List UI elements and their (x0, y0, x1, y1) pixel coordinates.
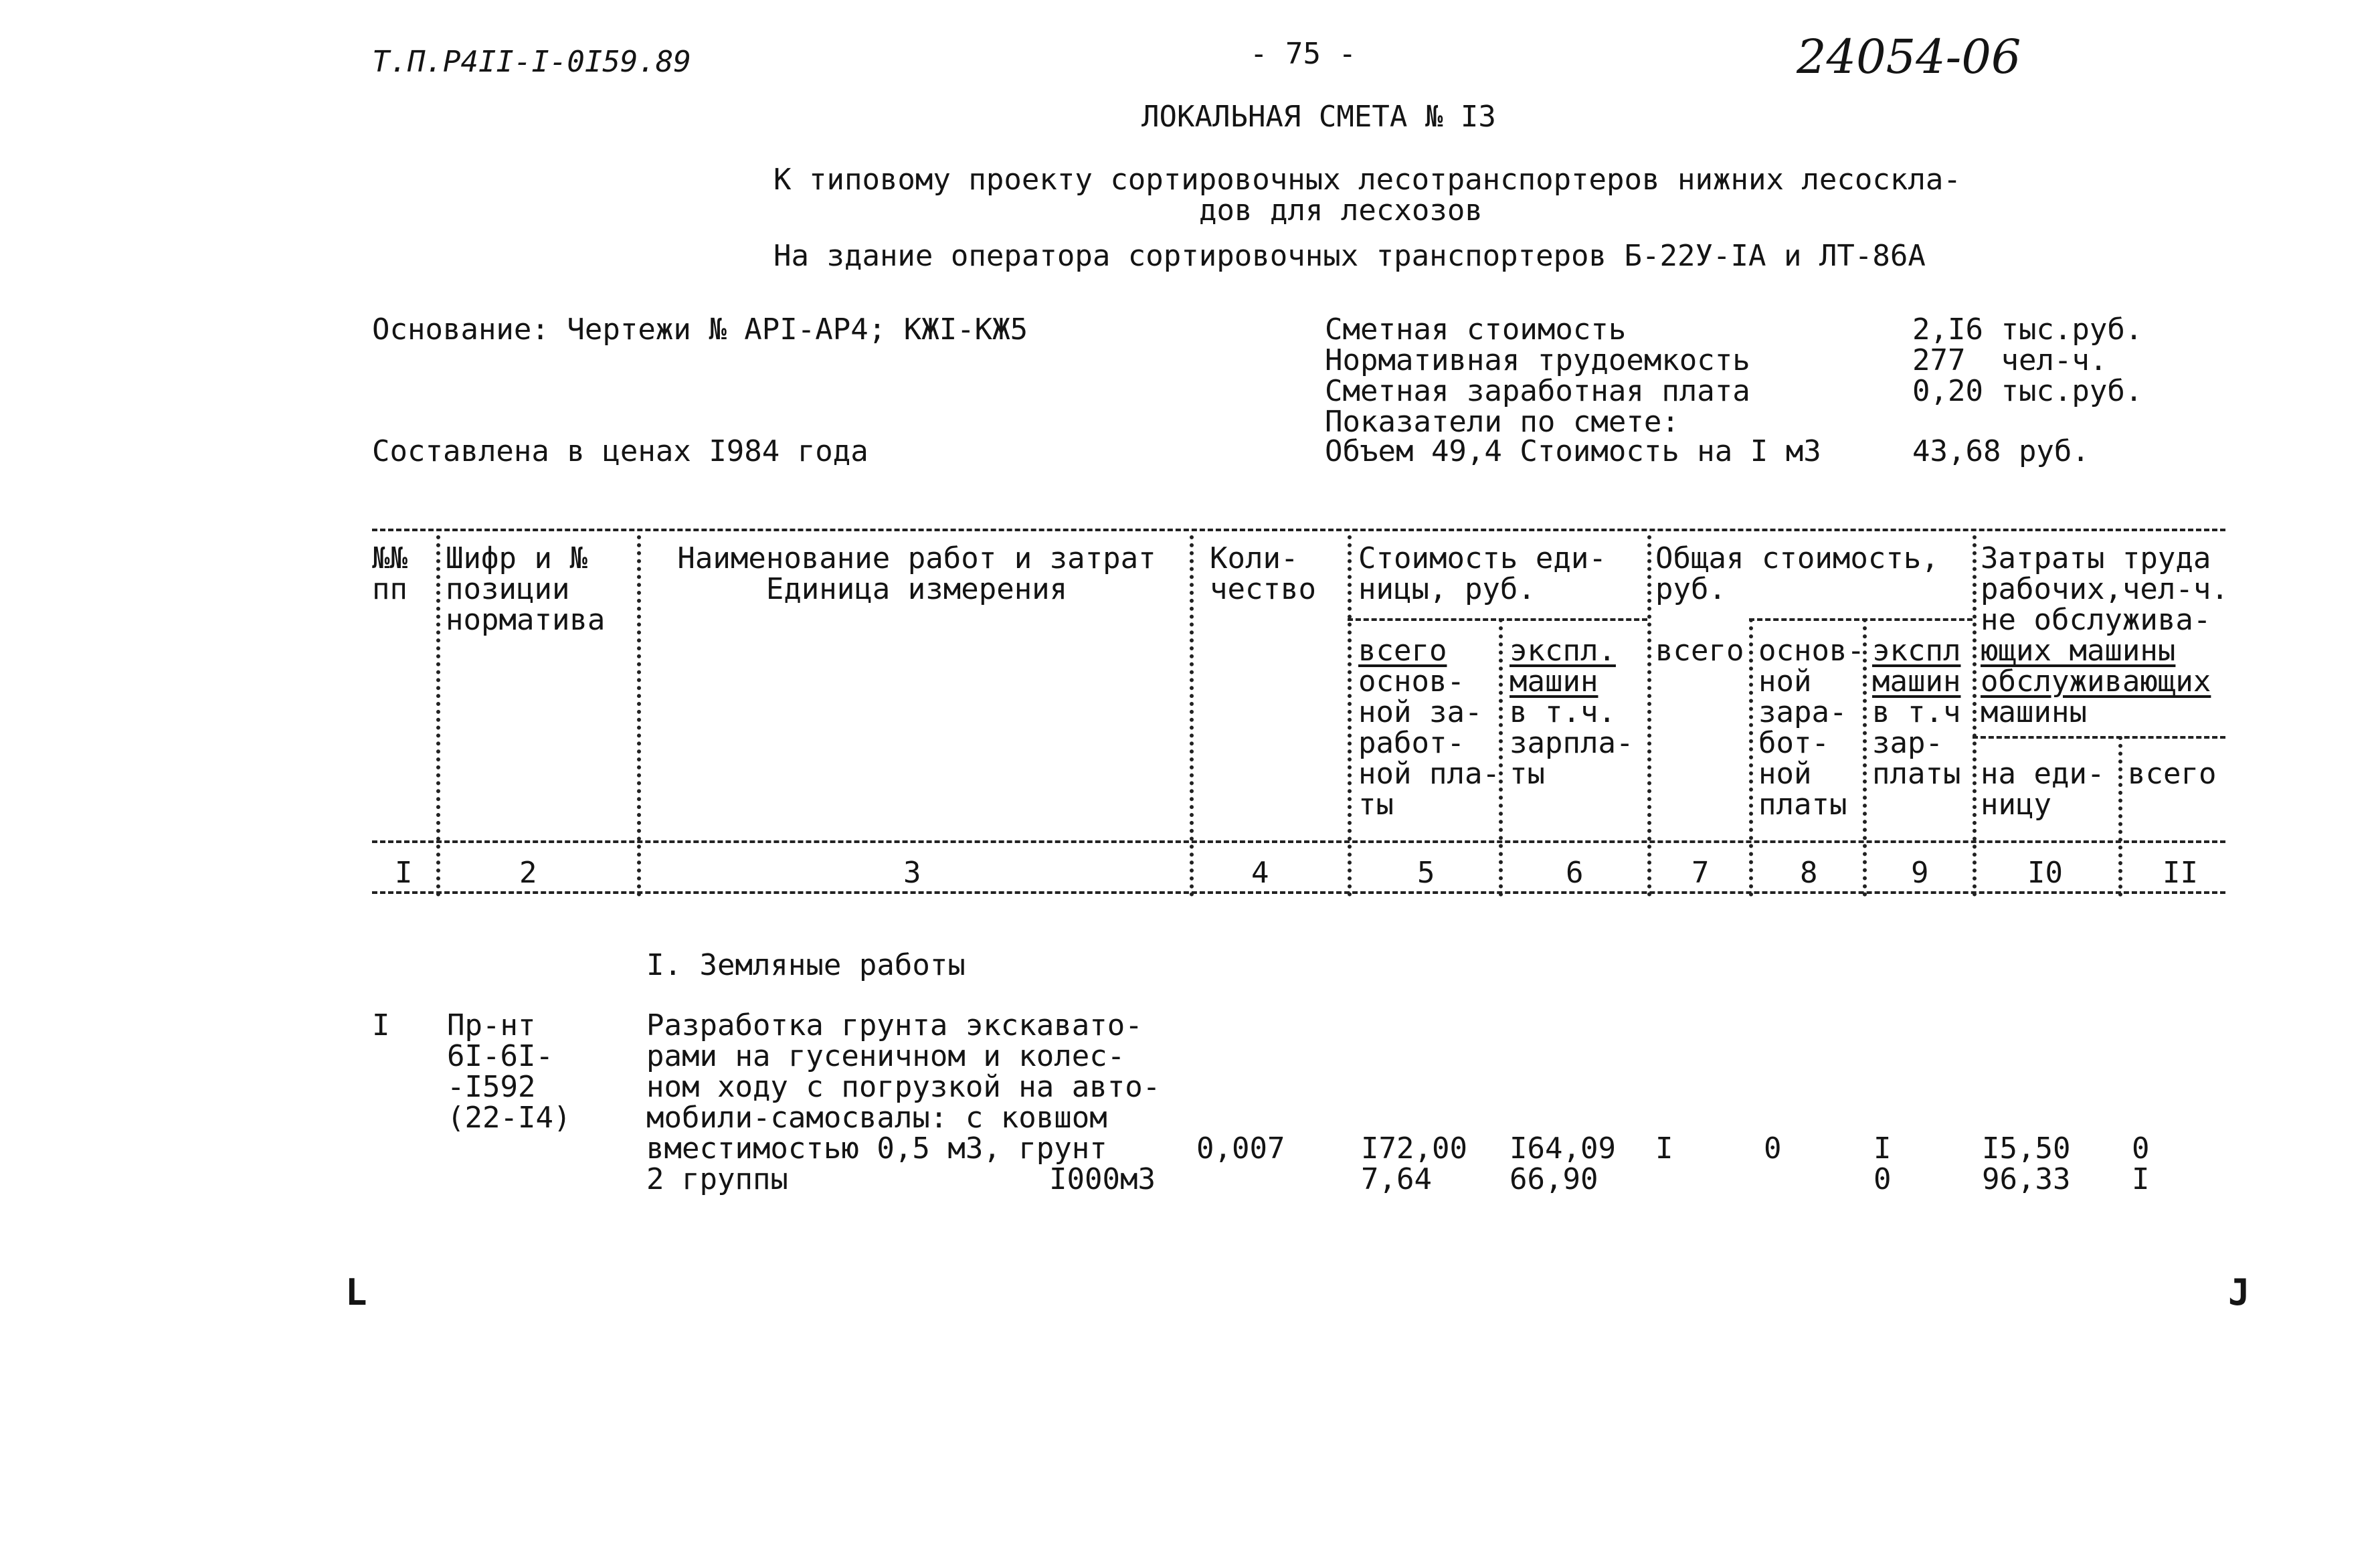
document-code: Т.П.Р4II-I-0I59.89 (372, 45, 691, 79)
row-code: Пр-нт 6I-6I- -I592 (22-I4) (447, 1008, 571, 1135)
project-line-2: дов для лесхозов (1199, 193, 1483, 227)
table-top-rule (372, 529, 2225, 531)
column-separator (637, 535, 641, 897)
page-number: - 75 - (1250, 37, 1356, 71)
col-header-per-unit: на еди- ницу (1981, 757, 2105, 822)
column-number: I (395, 856, 413, 890)
summary-label: Сметная заработная плата (1325, 374, 1750, 408)
column-separator (1973, 535, 1977, 897)
table-header-divider (372, 840, 2225, 843)
col-header-name: Наименование работ и затрат Единица измерения (677, 541, 1156, 606)
column-number: 7 (1691, 856, 1710, 890)
col-header-unit-machine-wages: в т.ч. зарпла- ты (1509, 695, 1634, 791)
summary-value: 2,I6 тыс.руб. (1912, 312, 2143, 347)
summary-label: Показатели по смете: (1325, 405, 1679, 439)
summary-value: 277 чел-ч. (1912, 343, 2108, 377)
project-line-1: К типовому проекту сортировочных лесотранспортеров нижних лесоскла- (773, 163, 1961, 197)
building-line: На здание оператора сортировочных транспортеров Б-22У-IА и ЛТ-86А (773, 239, 1926, 273)
col-header-total-machine-wages: в т.ч зар- платы (1872, 695, 1961, 791)
summary-value: 43,68 руб. (1912, 434, 2090, 468)
handwritten-number: 24054-06 (1797, 29, 2021, 84)
col-header-labor-sub: ющих машины (1981, 634, 2176, 668)
row-total-machines: I 0 (1873, 1131, 1892, 1196)
column-number: 9 (1911, 856, 1929, 890)
basis-drawings: Основание: Чертежи № АРI-АР4; КЖI-КЖ5 (372, 312, 1028, 347)
col-header-total: всего (1655, 634, 1744, 668)
column-separator (436, 535, 440, 897)
col-header-total-wages: основ- ной зара- бот- ной платы (1758, 634, 1865, 822)
summary-value: 0,20 тыс.руб. (1912, 374, 2143, 408)
basis-prices: Составлена в ценах I984 года (372, 434, 868, 468)
row-total: I (1655, 1131, 1673, 1166)
corner-mark-left: L (345, 1271, 367, 1313)
column-separator (1749, 618, 1753, 897)
col-header-total-machines: экспл машин (1872, 634, 1961, 699)
summary-label: Сметная стоимость (1325, 312, 1627, 347)
row-unit-machines: I64,09 66,90 (1509, 1131, 1616, 1196)
summary-label: Нормативная трудоемкость (1325, 343, 1750, 377)
summary-label: Объем 49,4 Стоимость на I м3 (1325, 434, 1821, 468)
col-header-number: №№ пп (372, 541, 407, 606)
row-name: Разработка грунта экскавато- рами на гусеничном и колес- ном ходу с погрузкой на авто- мобили-самосвалы: с ковшом вместимостью 0,5 м3, грунт 2 группы (646, 1008, 1161, 1196)
col-header-unit-wages: основ- ной за- работ- ной пла- ты (1358, 664, 1500, 822)
row-total-wages: 0 (1764, 1131, 1782, 1166)
row-quantity: 0,007 (1196, 1131, 1285, 1166)
column-number: 3 (903, 856, 921, 890)
col-header-unit-cost: Стоимость еди- ницы, руб. (1358, 541, 1607, 606)
column-number: 5 (1417, 856, 1435, 890)
estimate-title: ЛОКАЛЬНАЯ СМЕТА № I3 (1141, 100, 1496, 134)
col-header-labor-total: всего (2128, 757, 2217, 791)
column-separator (1190, 535, 1194, 897)
col-header-labor-sub: обслуживающих (1981, 664, 2211, 699)
column-separator (2118, 736, 2122, 897)
col-header-unit-machines: экспл. машин (1509, 634, 1616, 699)
row-unit-cost: I72,00 7,64 (1361, 1131, 1467, 1196)
labor-subrule (1973, 736, 2225, 739)
row-labor-total: 0 I (2132, 1131, 2150, 1196)
column-number: 2 (519, 856, 537, 890)
column-number: I0 (2027, 856, 2063, 890)
column-separator (1647, 535, 1651, 897)
column-number: II (2163, 856, 2198, 890)
col-header-labor-sub: не обслужива- (1981, 603, 2211, 637)
col-header-total-cost: Общая стоимость, руб. (1655, 541, 1939, 606)
col-header-code: Шифр и № позиции норматива (446, 541, 606, 637)
col-header-labor-sub: машины (1981, 695, 2087, 729)
col-header-labor: Затраты труда рабочих,чел-ч. (1981, 541, 2229, 606)
column-number: 8 (1800, 856, 1818, 890)
table-numbers-rule (372, 891, 2225, 894)
section-title: I. Земляные работы (646, 948, 966, 982)
column-number: 6 (1566, 856, 1584, 890)
col-header-unit-total: всего (1358, 634, 1447, 668)
row-labor-per-unit: I5,50 96,33 (1982, 1131, 2071, 1196)
corner-mark-right: J (2228, 1271, 2250, 1313)
row-number: I (372, 1008, 390, 1042)
column-number: 4 (1251, 856, 1269, 890)
column-separator (1348, 535, 1352, 897)
total-cost-subrule (1749, 618, 1973, 621)
unit-cost-subrule (1348, 618, 1647, 621)
row-unit: I000м3 (1049, 1162, 1156, 1196)
col-header-quantity: Коли- чество (1210, 541, 1316, 606)
